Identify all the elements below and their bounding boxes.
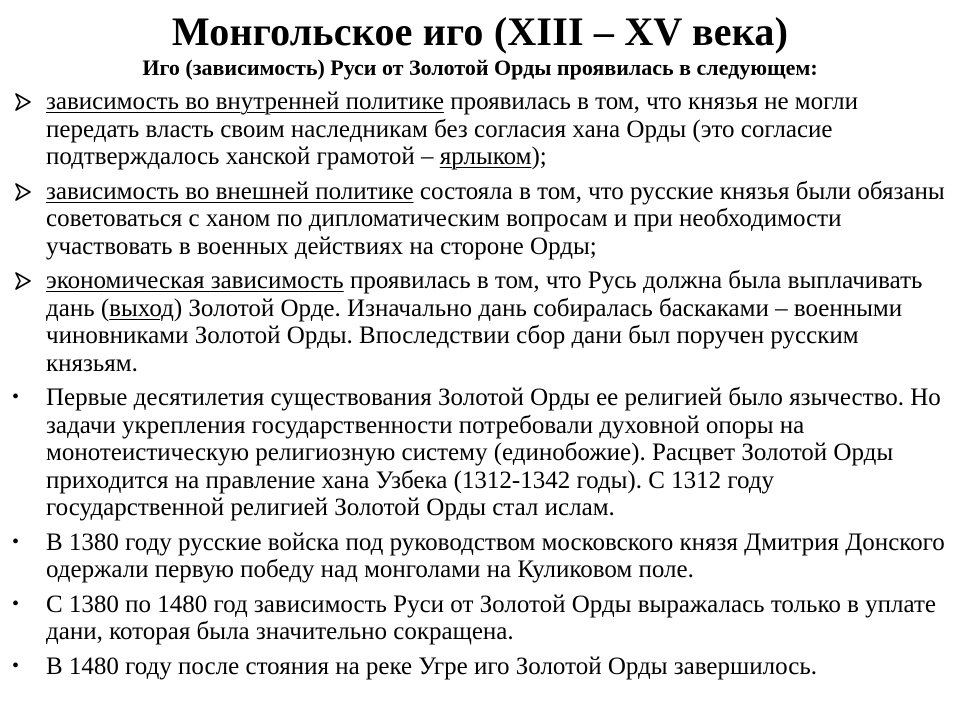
- slide-subtitle: Иго (зависимость) Руси от Золотой Орды проявилась в следующем:: [142, 55, 818, 80]
- list-item-kulikovo: [10, 529, 950, 584]
- list-item-ugra: [10, 653, 950, 681]
- arrow-bullet-icon: [12, 267, 38, 294]
- item-text: );: [531, 143, 547, 170]
- item-text: состояла в том, что русские князья были обязаны советоваться с ханом по дипломатическим вопросам и при необходимости участвовать в военных действиях на стороне Орды;: [46, 177, 945, 260]
- slide-title: Монгольское иго (XIII – XV века): [171, 9, 789, 54]
- item-text: проявилась в том, что князья не могли передать власть своим наследникам без согласия хана Орды (это согласие подтверждалось ханской грамотой –: [46, 88, 858, 170]
- list-item-tribute: [10, 591, 950, 646]
- bullet-dot-icon: •: [12, 386, 20, 408]
- arrow-bullet-icon: [12, 88, 38, 115]
- item-text: Первые десятилетия существования Золотой Орды ее религией было язычество. Но задачи укрепления государственности потребовали духовной опоры на монотеистическую религиозную систему (единобожие). Расцвет Золотой Орды приходится на правление хана Узбека (1312-1342 годы). С 1312 году государственной религией Золотой Орды стал ислам.: [46, 384, 941, 521]
- underlined-term: экономическая зависимость: [46, 267, 344, 294]
- underlined-term: зависимость во внутренней политике: [46, 88, 444, 115]
- list-item-religion: [10, 384, 950, 522]
- list-item-economic: [10, 267, 950, 377]
- item-text: С 1380 по 1480 год зависимость Руси от Золотой Орды выражалась только в уплате дани, которая была значительно сокращена.: [46, 590, 936, 645]
- list-item-foreign-politics: [10, 178, 950, 261]
- bullet-dot-icon: •: [12, 530, 20, 553]
- bullet-list: [10, 88, 950, 687]
- bullet-dot-icon: •: [12, 592, 20, 615]
- item-text: проявилась в том, что Русь должна была выплачивать дань (: [46, 267, 923, 322]
- list-item-internal-politics: [10, 88, 950, 171]
- arrow-bullet-icon: [12, 178, 38, 205]
- underlined-term: выход: [109, 294, 174, 322]
- underlined-term: зависимость во внешней политике: [46, 177, 414, 205]
- item-text: В 1380 году русские войска под руководством московского князя Дмитрия Донского одержали первую победу над монголами на Куликовом поле.: [46, 528, 945, 583]
- bullet-dot-icon: •: [12, 654, 20, 677]
- underlined-term: ярлыком: [439, 143, 532, 170]
- item-text: ) Золотой Орде. Изначально дань собиралась баскаками – военными чиновниками Золотой Орды. Впоследствии сбор дани был поручен русским князьям.: [46, 294, 903, 377]
- item-text: В 1480 году после стояния на реке Угре иго Золотой Орды завершилось.: [46, 652, 818, 680]
